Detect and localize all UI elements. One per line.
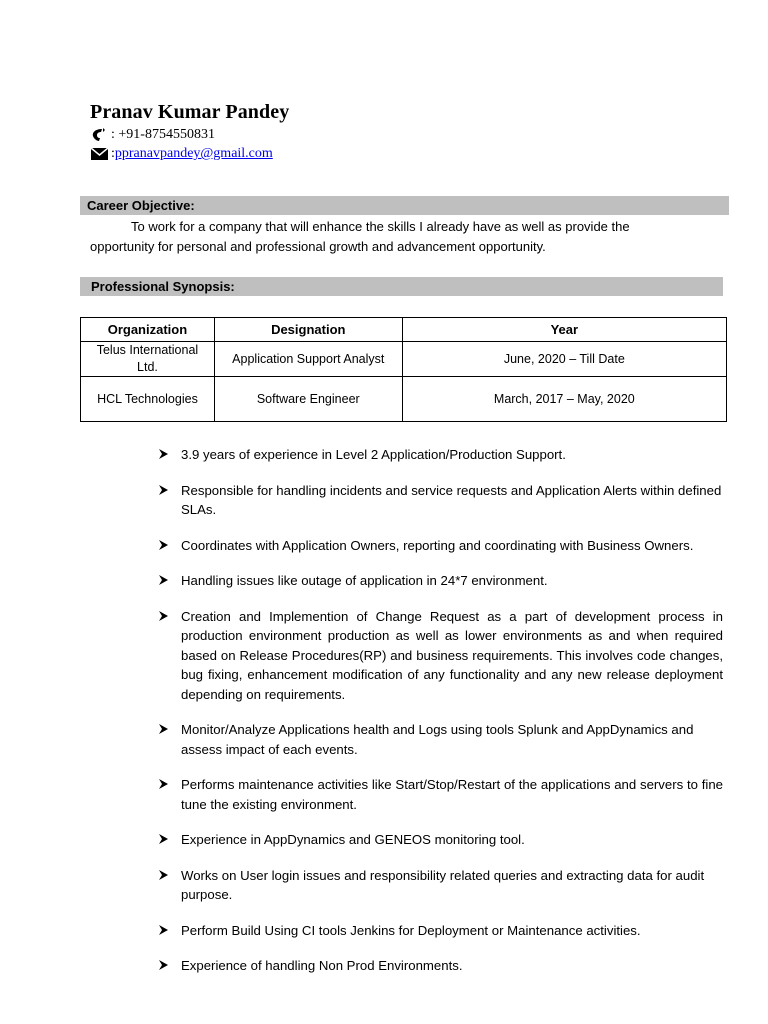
- list-item: [158, 481, 723, 520]
- bullet-text: Experience in AppDynamics and GENEOS monitoring tool.: [181, 832, 525, 847]
- bullet-text: Coordinates with Application Owners, reporting and coordinating with Business Owners.: [181, 537, 694, 553]
- phone-line: [90, 127, 215, 143]
- arrow-bullet-icon: [158, 482, 169, 494]
- bullet-text: Creation and Implemention of Change Request as a part of development process in production environment production as well as lower environments as and when required based on Release Procedures(RP) and business requirements. This involves code changes, bug fixing, enhancement modification of any functionality and any new release deployment depending on requirements.: [181, 608, 723, 702]
- list-item: [158, 830, 723, 850]
- email-prefix: :: [111, 146, 115, 161]
- experience-bullet-list: [158, 445, 723, 992]
- list-item: [158, 866, 723, 905]
- bullet-text: Responsible for handling incidents and service requests and Application Alerts within defined SLAs.: [181, 482, 722, 517]
- bullet-text: Monitor/Analyze Applications health and Logs using tools Splunk and AppDynamics and assess impact of each events.: [181, 722, 694, 757]
- list-item: [158, 921, 723, 941]
- arrow-bullet-icon: [158, 721, 169, 733]
- arrow-bullet-icon: [158, 922, 169, 934]
- header-organization: Organization: [81, 318, 215, 342]
- list-item: [158, 571, 723, 591]
- arrow-bullet-icon: [158, 831, 169, 843]
- bullet-text: Performs maintenance activities like Start/Stop/Restart of the applications and servers to fine tune the existing environment.: [181, 777, 723, 812]
- arrow-bullet-icon: [158, 608, 169, 620]
- career-objective-text: [90, 217, 690, 256]
- arrow-bullet-icon: [158, 446, 169, 458]
- arrow-bullet-icon: [158, 867, 169, 879]
- table-row: [81, 342, 727, 377]
- career-objective-heading: Career Objective:: [80, 196, 729, 215]
- header-year: Year: [402, 318, 726, 342]
- list-item: [158, 445, 723, 465]
- objective-line-2: opportunity for personal and professional growth and advancement opportunity.: [90, 238, 546, 254]
- list-item: [158, 775, 723, 814]
- experience-table: [80, 317, 727, 422]
- envelope-icon: [90, 146, 110, 162]
- candidate-name: Pranav Kumar Pandey: [90, 101, 290, 123]
- arrow-bullet-icon: [158, 957, 169, 969]
- arrow-bullet-icon: [158, 572, 169, 584]
- cell-year: June, 2020 – Till Date: [402, 342, 726, 377]
- bullet-text: Perform Build Using CI tools Jenkins for Deployment or Maintenance activities.: [181, 922, 641, 938]
- bullet-text: Handling issues like outage of application in 24*7 environment.: [181, 573, 548, 588]
- list-item: [158, 536, 723, 556]
- list-item: [158, 720, 723, 759]
- phone-icon: [90, 127, 110, 143]
- cell-organization: Telus International Ltd.: [81, 342, 215, 377]
- professional-synopsis-heading: Professional Synopsis:: [80, 277, 723, 296]
- email-link[interactable]: ppranavpandey@gmail.com: [114, 146, 273, 161]
- cell-organization: HCL Technologies: [81, 377, 215, 422]
- list-item: [158, 956, 723, 976]
- table-row: [81, 377, 727, 422]
- arrow-bullet-icon: [158, 537, 169, 549]
- email-line: [90, 146, 273, 162]
- bullet-text: Works on User login issues and responsibility related queries and extracting data for audit purpose.: [181, 867, 705, 902]
- cell-designation: Software Engineer: [214, 377, 402, 422]
- header-designation: Designation: [214, 318, 402, 342]
- phone-number: : +91-8754550831: [111, 127, 215, 142]
- cell-designation: Application Support Analyst: [214, 342, 402, 377]
- arrow-bullet-icon: [158, 776, 169, 788]
- table-header-row: [81, 318, 727, 342]
- cell-year: March, 2017 – May, 2020: [402, 377, 726, 422]
- bullet-text: 3.9 years of experience in Level 2 Application/Production Support.: [181, 447, 566, 462]
- objective-line-1: To work for a company that will enhance the skills I already have as well as provide the: [131, 219, 630, 234]
- list-item: [158, 607, 723, 705]
- bullet-text: Experience of handling Non Prod Environments.: [181, 958, 463, 973]
